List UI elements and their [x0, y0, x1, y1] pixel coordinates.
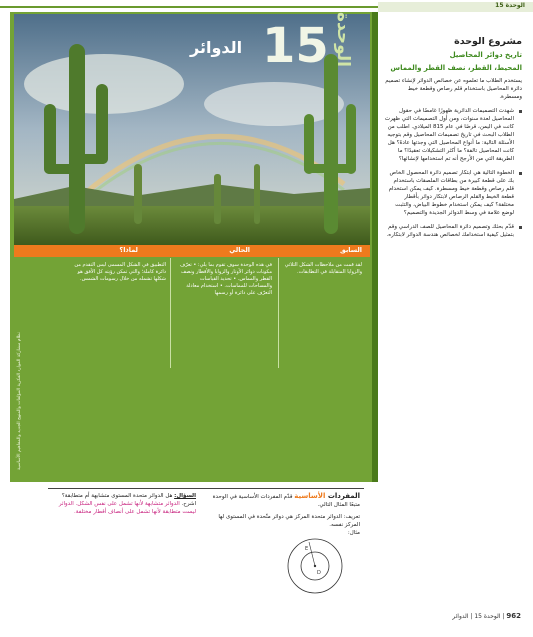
vocab-title-prefix: المفردات — [327, 492, 360, 500]
vocab-title — [294, 492, 360, 500]
vocab-title-accent: الأساسية — [294, 492, 326, 500]
section-header-current: الحالي — [229, 246, 250, 254]
page-footer: 962 | الوحدة 15 | الدوائر — [452, 612, 521, 620]
project-bullet: شهدت التصميمات الدائرية ظهورًا غامضًا في حقول المحاصيل لعدة سنوات، ومن أول التصميمات التي ظهرت كانت في اليمن، قرصًا في عام 815 الميلادي. اطلب من الطلاب البحث في تاريخ تصميمات المحاصيل وقم بتوجيه الأسئلة التالية: ما أنواع المحاصيل التي وجدتها عادةً؟ هل كانت المحاصيل تالفة؟ ما أكثر التشكيلات تعقيدًا؟ ما الطريقة التي من الأرجح أنه تم استخدامها لإنشائها؟ — [384, 107, 522, 163]
question-text: هل الدوائر متحدة المستوى متشابهة أم متطابقة؟ اشرح. — [61, 493, 196, 507]
unit-label-box — [378, 2, 533, 12]
concentric-circles-diagram — [285, 536, 345, 596]
project-subtitle-2: المحيط، القطر، نصف القطر والمماس — [390, 64, 522, 72]
project-column — [384, 36, 522, 245]
project-subtitle: تاريخ دوائر المحاصيل — [449, 51, 522, 59]
sections-header-bar — [14, 245, 370, 257]
diagram-label-e: E — [305, 546, 309, 552]
why-text: التطبيق في الشكل المسمى ليس التقدم من دائرة كاملة؛ والتي تمكن رؤيته كل الأفق هو شكلها تشمله من خلال رسومات الشمس. — [74, 262, 166, 282]
diagram-label-d: D — [317, 570, 321, 576]
radius-line — [309, 542, 315, 566]
vocab-example-label: مثال: — [347, 530, 360, 536]
side-vertical-text: نظام مشاركة الموارد الفكرية المؤلفات والمنهج الجديد والمفاهيم الأساسية — [17, 332, 22, 470]
unit-label: الوحدة 15 — [495, 2, 525, 9]
question-answer: الدوائر متشابهة لأنها تشمل على نفس الشكل. الدوائر ليست متطابقة لأنها تشمل على أنصاف أقطار مختلفة. — [58, 501, 196, 515]
unit-title: الدوائر — [190, 38, 243, 57]
project-bullet: قدّم بحثك وتصميم دائرة المحاصيل للصف الدراسي وقم بتمثيل كيفية استخدامك لخصائص هندسة الدوائر لابتكاره. — [384, 223, 522, 239]
footer-unit: الوحدة 15 — [474, 613, 501, 620]
unit-vertical-label: الوحدة — [333, 12, 353, 67]
vocab-definition: تعريف: الدوائر متحدة المركز هي دوائر متّحدة في المستوى لها المركز نفسه. — [218, 514, 360, 528]
current-text: في هذه الوحدة سوف تقوم بما يلي: • تعرّف مكونات دوائر الأوتار والزوايا والأقطار ونصف القطر والمماس. • تحديد القياسات والمساحات للمماسات. • استخدام معادلة التعرّف على دائرة أو رسمها — [180, 262, 272, 296]
top-strip — [0, 0, 533, 12]
page-number: 962 — [506, 612, 521, 620]
column-divider — [278, 258, 279, 368]
project-title: مشروع الوحدة — [454, 36, 522, 47]
vocab-block — [212, 492, 360, 537]
question-block — [48, 492, 196, 516]
footer-topic: الدوائر — [452, 613, 469, 620]
previous-text: لقد قمت من ملاحظات الشكل الثلاثي والزوايا المتقابلة في التطابقات. — [284, 262, 362, 275]
bottom-rule — [48, 488, 364, 489]
project-bullet: الخطوة التالية هي ابتكار تصميم دائرة المحصول الخاص بك على قطعة كبيرة من بطاقات الملصقات باستخدام قلم رصاص وقطعة خيط ومسطرة. كيف يمكن استخدام قطعة الخيط والقلم الرصاص لابتكار دوائر بأقطار مختلفة؟ كيف يمكن استخدام خطوط البياض، والتثبت لوضع علامة في وسط الدوائر الجديدة والتصميم؟ — [384, 169, 522, 217]
section-header-why: لماذا؟ — [119, 246, 138, 254]
project-intro: يستخدم الطلاب ما تعلموه عن خصائص الدوائر لإنشاء تصميم دائرة المحاصيل باستخدام قلم رصاص وقطعة خيط ومسطرة. — [385, 78, 522, 100]
section-header-previous: السابق — [339, 246, 362, 254]
question-label: السؤال: — [174, 493, 196, 499]
top-rule — [0, 6, 378, 8]
column-divider — [170, 258, 171, 368]
unit-number: 15 — [262, 18, 329, 74]
vocab-text: قدّم المفردات الأساسية في الوحدة متبعًا المثال التالي. — [212, 494, 360, 508]
